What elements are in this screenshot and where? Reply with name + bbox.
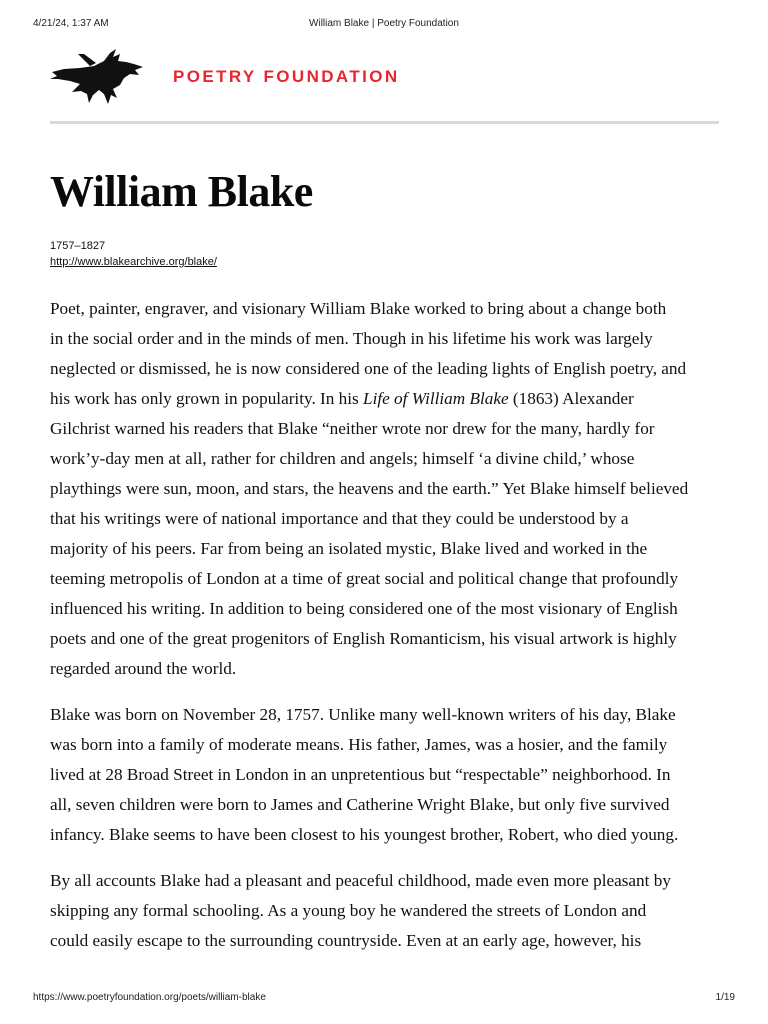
text-line: work’y-day men at all, rather for children and angels; himself ‘a divine child,’ whose [50, 449, 635, 468]
article-body [50, 294, 722, 972]
header-divider [50, 121, 719, 124]
paragraph-1 [50, 294, 722, 684]
text-line: teeming metropolis of London at a time of great social and political change that profoundly [50, 569, 679, 588]
text-line: regarded around the world. [50, 659, 237, 678]
text-line: poets and one of the great progenitors of English Romanticism, his visual artwork is highly [50, 629, 677, 648]
text-line: was born into a family of moderate means. His father, James, was a hosier, and the family [50, 735, 668, 754]
text-line: could easily escape to the surrounding countryside. Even at an early age, however, his [50, 931, 642, 950]
paragraph-3 [50, 866, 722, 956]
text-run: (1863) Alexander [508, 389, 634, 408]
poet-name: William Blake [50, 167, 313, 216]
text-line: infancy. Blake seems to have been closest to his youngest brother, Robert, who died young. [50, 825, 679, 844]
text-line: Blake was born on November 28, 1757. Unlike many well-known writers of his day, Blake [50, 705, 676, 724]
text-run: his work has only grown in popularity. In his [50, 389, 364, 408]
text-line: Gilchrist warned his readers that Blake “neither wrote nor drew for the many, hardly for [50, 419, 655, 438]
text-line: that his writings were of national importance and that they could be understood by a [50, 509, 629, 528]
site-header [50, 48, 720, 108]
print-header [33, 18, 735, 32]
text-line: in the social order and in the minds of men. Though in his lifetime his work was largely [50, 329, 653, 348]
text-line: skipping any formal schooling. As a young boy he wandered the streets of London and [50, 901, 647, 920]
print-page-number: 1/19 [715, 992, 735, 1003]
print-datetime: 4/21/24, 1:37 AM [33, 18, 109, 29]
text-line: influenced his writing. In addition to being considered one of the most visionary of English [50, 599, 678, 618]
book-title: Life of William Blake [363, 389, 509, 408]
text-line: all, seven children were born to James and Catherine Wright Blake, but only five survived [50, 795, 670, 814]
paragraph-2 [50, 700, 722, 850]
print-page-title: William Blake | Poetry Foundation [309, 18, 459, 29]
poet-dates: 1757–1827 [50, 240, 106, 252]
text-line: playthings were sun, moon, and stars, the heavens and the earth.” Yet Blake himself believed [50, 479, 689, 498]
poet-meta [50, 238, 217, 270]
text-line: majority of his peers. Far from being an isolated mystic, Blake lived and worked in the [50, 539, 648, 558]
poet-website-link[interactable]: http://www.blakearchive.org/blake/ [50, 256, 217, 268]
text-line: neglected or dismissed, he is now considered one of the leading lights of English poetry, and [50, 359, 687, 378]
print-footer [33, 992, 735, 1006]
print-url: https://www.poetryfoundation.org/poets/william-blake [33, 992, 266, 1003]
text-line: Poet, painter, engraver, and visionary William Blake worked to bring about a change both [50, 299, 667, 318]
pegasus-bird-icon[interactable] [50, 48, 148, 106]
text-line: lived at 28 Broad Street in London in an unpretentious but “respectable” neighborhood. In [50, 765, 671, 784]
site-name[interactable]: POETRY FOUNDATION [173, 67, 400, 86]
text-line: By all accounts Blake had a pleasant and peaceful childhood, made even more pleasant by [50, 871, 671, 890]
text-line [50, 384, 722, 414]
